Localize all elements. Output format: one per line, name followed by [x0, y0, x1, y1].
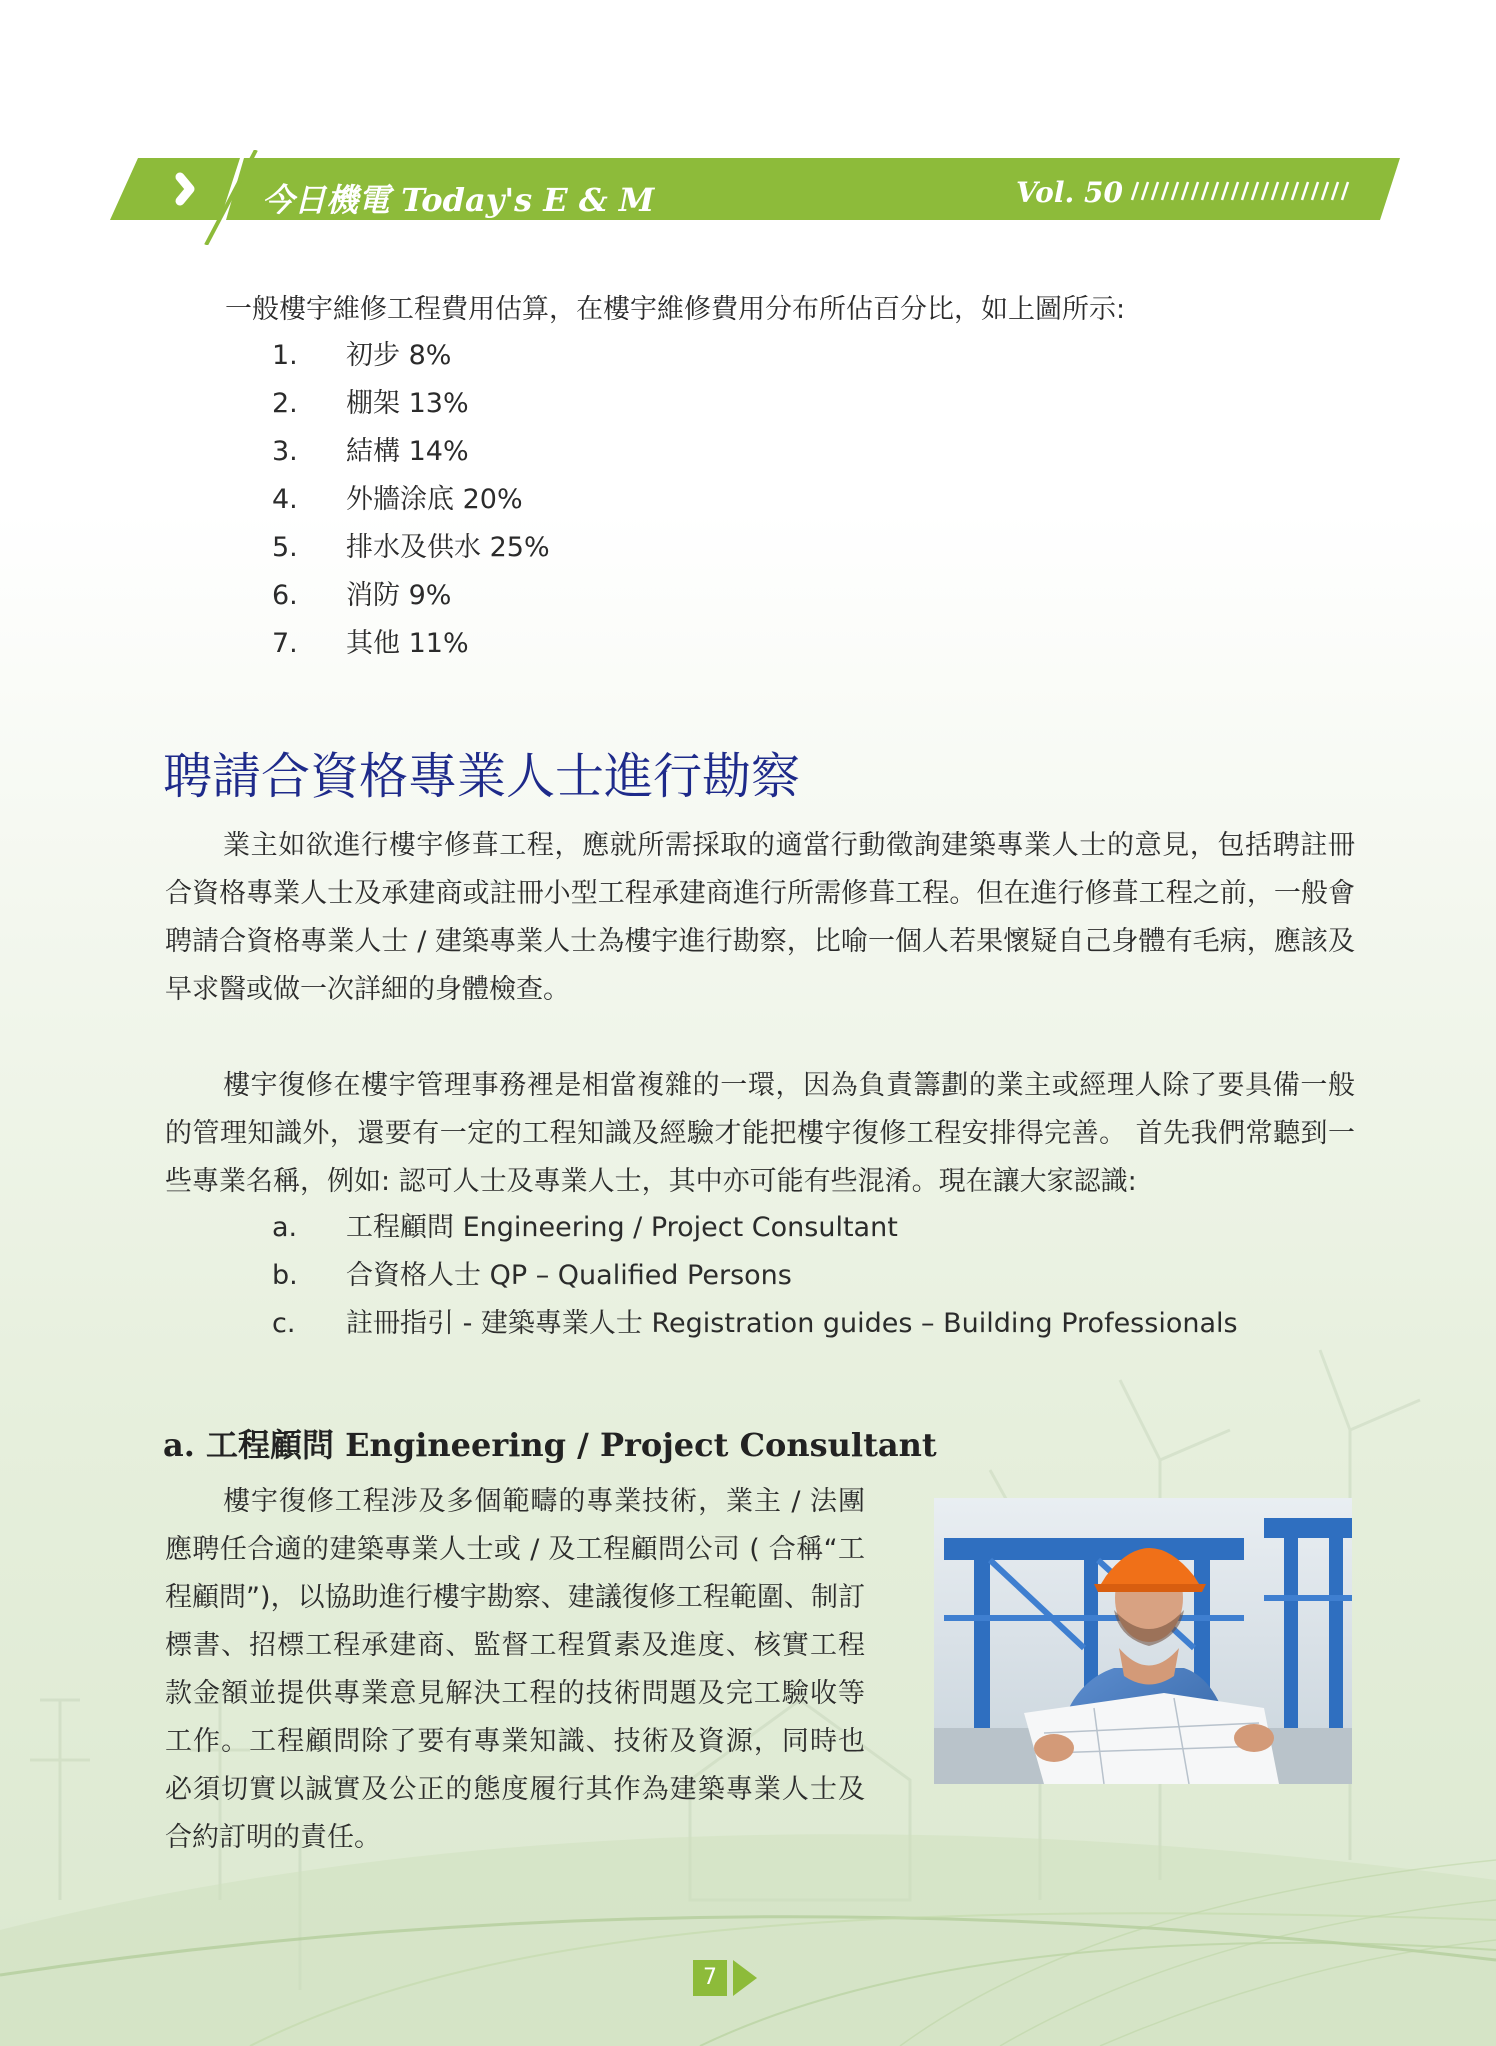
list-item: 7. 其他 11% — [272, 628, 469, 659]
volume-label: Vol. 50 — [1016, 176, 1123, 209]
list-item: a. 工程顧問 Engineering / Project Consultant — [272, 1212, 898, 1243]
paragraph-consultant: 樓宇復修工程涉及多個範疇的專業技術，業主 / 法團應聘任合適的建築專業人士或 / 及工程顧問公司 ( 合稱“工程顧問”)，以協助進行樓宇勘察、建議復修工程範圍、制訂標書、招標工程承建商、監督工程質素及進度、核實工程款金額並提供專業意見解決工程的技術問題及完工驗收等工作。工程顧問除了要有專業知識、技術及資源，同時也必須切實以誠實及公正的態度履行其作為建築專業人士及合約訂明的責任。 — [165, 1486, 865, 1853]
magazine-title: 今日機電 Today's E & M — [262, 181, 655, 219]
engineer-photo — [934, 1498, 1352, 1784]
list-item: 3. 結構 14% — [272, 436, 469, 467]
list-item: 4. 外牆涂底 20% — [272, 484, 523, 515]
list-item: b. 合資格人士 QP – Qualified Persons — [272, 1260, 792, 1291]
list-item: 6. 消防 9% — [272, 580, 452, 611]
subsection-title: a. 工程顧問 Engineering / Project Consultant — [163, 1426, 937, 1464]
intro-text: 一般樓宇維修工程費用估算，在樓宇維修費用分布所佔百分比，如上圖所示: — [225, 294, 1126, 325]
paragraph-survey: 業主如欲進行樓宇修葺工程，應就所需採取的適當行動徵詢建築專業人士的意見，包括聘註冊合資格專業人士及承建商或註冊小型工程承建商進行所需修葺工程。但在進行修葺工程之前，一般會聘請合資格專業人士 / 建築專業人士為樓宇進行勘察，比喻一個人若果懷疑自己身體有毛病，應該及早求醫或做一次詳細的身體檢查。 — [165, 830, 1355, 1005]
list-item: 1. 初步 8% — [272, 340, 452, 371]
paragraph-rehab: 樓宇復修在樓宇管理事務裡是相當複雜的一環，因為負責籌劃的業主或經理人除了要具備一般的管理知識外，還要有一定的工程知識及經驗才能把樓宇復修工程安排得完善。 首先我們常聽到一些專業名稱，例如: 認可人士及專業人士，其中亦可能有些混淆。現在讓大家認識: — [165, 1070, 1355, 1197]
page-arrow-icon — [733, 1960, 757, 1996]
cost-breakdown-list — [272, 332, 550, 668]
terms-list — [272, 1204, 1238, 1348]
section-title: 聘請合資格專業人士進行勘察 — [163, 748, 801, 805]
page-number: 7 — [693, 1960, 727, 1996]
list-item: c. 註冊指引 - 建築專業人士 Registration guides – Building Professionals — [272, 1308, 1238, 1339]
list-item: 2. 棚架 13% — [272, 388, 469, 419]
list-item: 5. 排水及供水 25% — [272, 532, 550, 563]
